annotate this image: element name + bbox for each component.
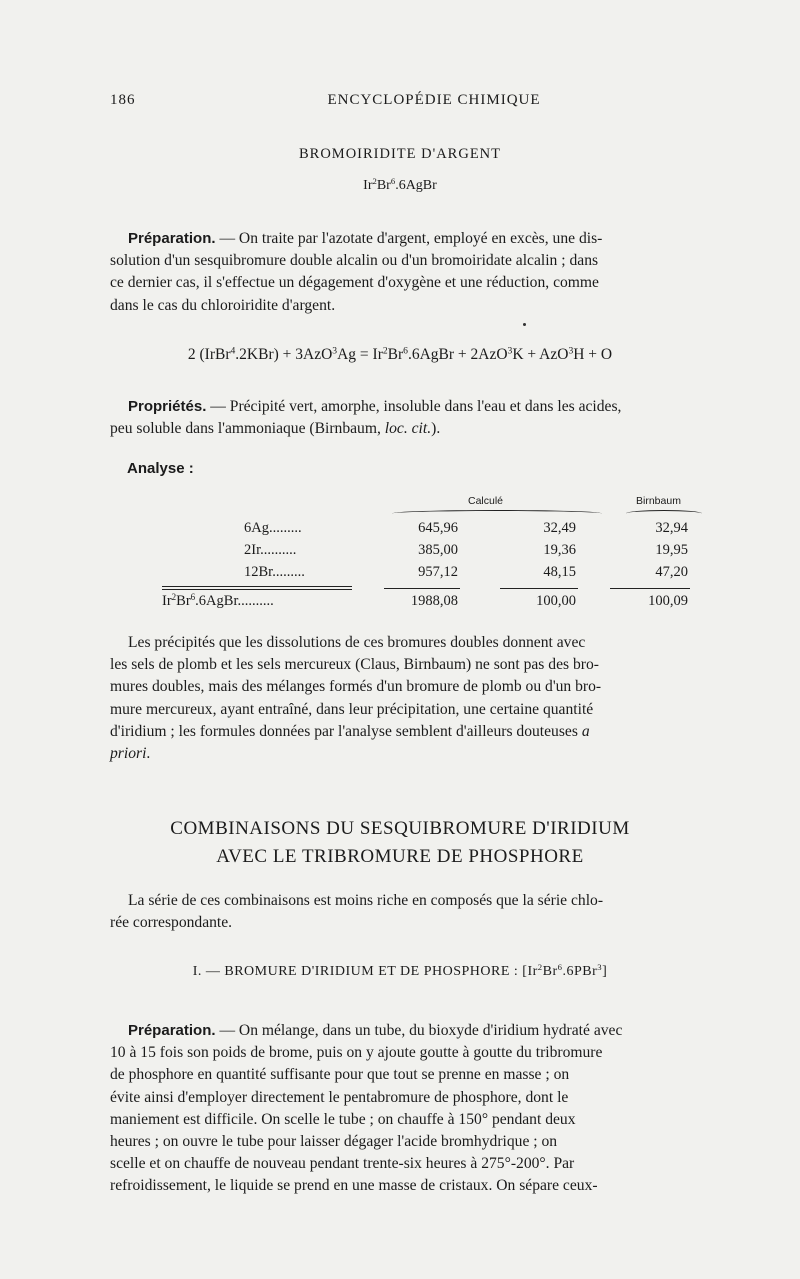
total-rule-label [162,586,352,587]
analysis-label: Analyse : [127,460,194,477]
ink-speck [523,323,526,326]
chapter-title-line2: AVEC LE TRIBROMURE DE PHOSPHORE [216,846,584,867]
total-rule-label-2 [162,589,352,590]
preparation2-label: Préparation. [128,1022,216,1039]
properties-paragraph: Propriétés. — Précipité vert, amorphe, insoluble dans l'eau et dans les acides, peu soluble dans l'ammoniaque (Birnbaum, loc. cit.). [110,398,622,438]
total-rule-c1 [384,588,460,589]
header-birnbaum: Birnbaum [636,495,681,507]
total-rule-c3 [610,588,690,589]
reaction-equation: 2 (IrBr$^4$.2KBr) + $3AzO^3Ag = Ir^2Br^6.6AgBr + 2AzO^3K + AzO^3H + O$ [187,345,613,363]
section-formula: Ir$^2$Br$^6$.6AgBr [363,176,437,193]
running-title: ENCYCLOPÉDIE CHIMIQUE [327,92,541,108]
preparation-paragraph: Préparation. — On traite par l'azotate d'argent, employé en excès, une dis- solution d'un sesquibromure double alcalin ou d'un bromoiridate alcalin ; dans ce dernier cas, il s'effectue un dégagement d'oxygène et une réduction, comme dans le cas du chloroiridite d'argent. [110,230,603,314]
subsection-title: I. — BROMURE D'IRIDIUM ET DE PHOSPHORE : [Ir$^2$Br$^6$.6PBr$^3$] [192,962,608,979]
preparation2-paragraph: Préparation. — On mélange, dans un tube, du bioxyde d'iridium hydraté avec 10 à 15 fois son poids de brome, puis on y ajoute goutte à goutte du tribromure de phosphore en quantité suffisante pour que tout se prenne en masse ; on évite ainsi d'employer directement le pentabromure de phosphore, dont le maniement est difficile. On scelle le tube ; on chauffe à 150° pendant deux heures ; on ouvre le tube pour laisser dégager l'acide bromhydrique ; on scelle et on chauffe de nouveau pendant trente-six heures à 275°-200°. Par refroidissement, le liquide se prend en une masse de cristaux. On sépare ceux- [110,1022,623,1195]
properties-label: Propriétés. [128,398,207,415]
page-number: 186 [110,92,136,108]
header-calcule: Calculé [468,495,504,507]
section-title: BROMOIRIDITE D'ARGENT [298,146,502,162]
discussion-paragraph: Les précipités que les dissolutions de ces bromures doubles donnent avec les sels de plomb et les sels mercureux (Claus, Birnbaum) ne sont pas des bro- mures doubles, mais des mélanges formés d'un bromure de plomb ou d'un bro- mure mercureux, ayant entraîné, dans leur précipitation, une certaine quantité d'iridium ; les formules données par l'analyse semblent d'ailleurs douteuses a priori. [110,634,602,763]
preparation-label: Préparation. [128,230,216,247]
chapter-title-line1: COMBINAISONS DU SESQUIBROMURE D'IRIDIUM [170,818,630,839]
calcule-brace [392,510,602,517]
page: 186 ENCYCLOPÉDIE CHIMIQUE BROMOIRIDITE D'ARGENT Ir$^2$Br$^6$.6AgBr Préparation. — On traite par l'azotate d'argent, employé en excès, une dis- solution d'un sesquibromure double alcalin ou d'un bromoiridate alcalin ; dans ce dernier cas, il s'effectue un dégagement d'oxygène et une réduction, comme dans le cas du chloroiridite d'argent. 2 (IrBr$^4$.2KBr) + $3AzO^3Ag = Ir^2Br^6.6AgBr + 2AzO^3K + AzO^3H + O$ Propriétés. — Précipité vert, amorphe, insoluble dans l'eau et dans les acides, peu soluble dans l'ammoniaque (Birnbaum, loc. cit.). Analyse : Calculé Birnbaum 6Ag......... 645,96 32,49 32,94 2Ir.......... 385,00 19,36 19,95 12Br......... 957,12 48,15 47,20 Ir$^2$Br$^6$.6AgBr.......... 1988,08 100,00 100,09 Les précipités que les dissolutions de ces bromures doubles donnent avec les sels de plomb et les sels mercureux (Claus, Birnbaum) ne sont pas des bro- mures doubles, mais des mélanges formés d'un bromure de plomb ou d'un bro- mure mercureux, ayant entraîné, dans leur précipitation, une certaine quantité d'iridium ; les formules données par l'analyse semblent d'ailleurs douteuses a priori. COMBINAISONS DU SESQUIBROMURE D'IRIDIUM AVEC LE TRIBROMURE DE PHOSPHORE La série de ces combinaisons est moins riche en composés que la série chlo- rée correspondante. I. — BROMURE D'IRIDIUM ET DE PHOSPHORE : [Ir$^2$Br$^6$.6PBr$^3$] Préparation. — On mélange, dans un tube, du bioxyde d'iridium hydraté avec 10 à 15 fois son poids de brome, puis on y ajoute goutte à goutte du tribromure de phosphore en quantité suffisante pour que tout se prenne en masse ; on évite ainsi d'employer directement le pentabromure de phosphore, dont le maniement est difficile. On scelle le tube ; on chauffe à 150° pendant deux heures ; on ouvre le tube pour laisser dégager l'acide bromhydrique ; on scelle et on chauffe de nouveau pendant trente-six heures à 275°-200°. Par refroidissement, le liquide se prend en une masse de cristaux. On sépare ceux- [0,0,800,1279]
birnbaum-brace [626,510,702,517]
running-header [110,92,758,116]
intro-paragraph: La série de ces combinaisons est moins riche en composés que la série chlo- rée correspondante. [110,892,604,932]
total-rule-c2 [500,588,578,589]
